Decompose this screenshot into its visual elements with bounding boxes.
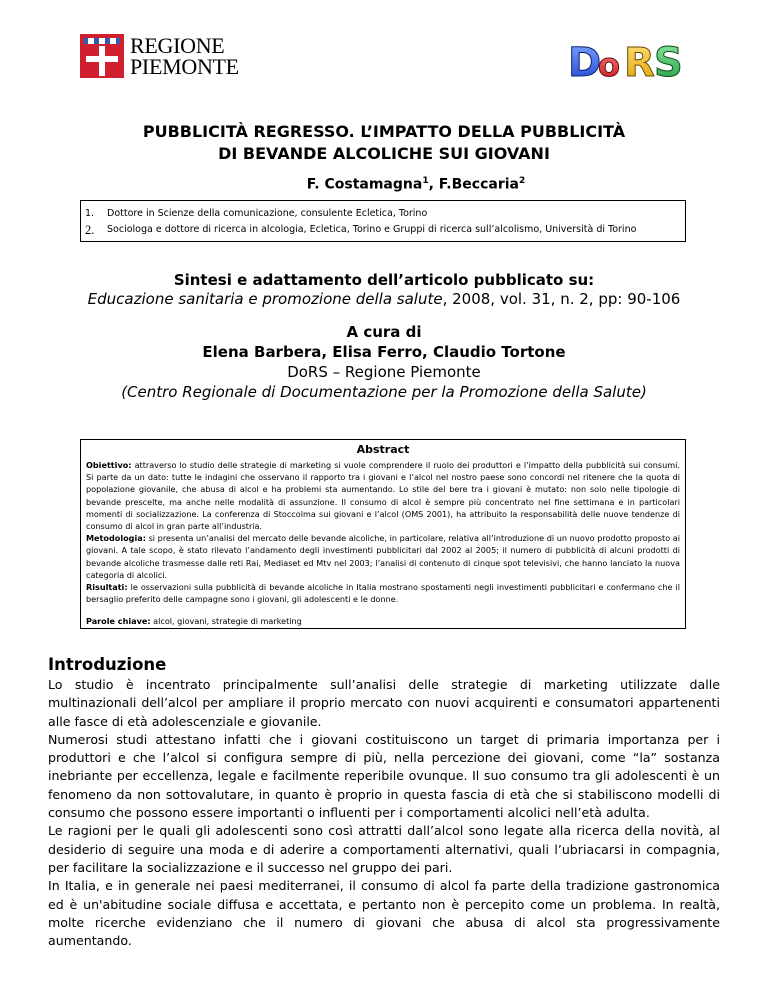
editors-organization-full: (Centro Regionale di Documentazione per la Promozione della Salute) xyxy=(121,383,647,401)
editors-label: A cura di xyxy=(346,323,422,341)
source-citation xyxy=(0,290,768,309)
keywords-label: Parole chiave: xyxy=(86,616,151,627)
affiliation-row xyxy=(85,222,681,238)
source-heading: Sintesi e adattamento dell’articolo pubblicato su: xyxy=(173,271,595,289)
risultati-label: Risultati: xyxy=(86,582,128,593)
abstract-box xyxy=(80,439,686,629)
intro-paragraph: Numerosi studi attestano infatti che i giovani costituiscono un target di primaria importanza per i produttori e che l’alcol si configura sempre di più, nella percezione dei giovani, come “la” sostanza inebriante per eccellenza, legale e facilmente reperibile ovunque. Il suo consumo tra gli adolescenti è un fenomeno da non sottovalutare, in quanto è proprio in questa fascia di età che si stabiliscono modelli di consumo che possono essere importanti o influenti per i comportamenti alcolici nell’età adulta. xyxy=(48,731,720,821)
dors-letter-o: o xyxy=(598,46,620,82)
editors-names: Elena Barbera, Elisa Ferro, Claudio Tortone xyxy=(202,343,566,361)
abstract-metodologia xyxy=(86,532,680,581)
journal-name: Educazione sanitaria e promozione della salute xyxy=(87,290,443,308)
abstract-heading: Abstract xyxy=(356,443,410,456)
affiliation-row xyxy=(85,206,681,222)
introduction-heading: Introduzione xyxy=(48,655,167,674)
editors-block xyxy=(0,322,768,402)
title-line-2: DI BEVANDE ALCOLICHE SUI GIOVANI xyxy=(218,144,550,163)
affiliation-text: Sociologa e dottore di ricerca in alcologia, Ecletica, Torino e Gruppi di ricerca sull’alcolismo, Università di Torino xyxy=(107,224,637,235)
intro-paragraph: Le ragioni per le quali gli adolescenti sono così attratti dall’alcol sono legate alla ricerca della novità, al desiderio di seguire una moda e di aderire a comportamenti alternativi, quali l’ubriacarsi in compagnia, per facilitare la socializzazione e il successo nel gruppo dei pari. xyxy=(48,823,720,875)
intro-paragraph: In Italia, e in generale nei paesi mediterranei, il consumo di alcol fa parte della tradizione gastronomica ed è un'abitudine sociale diffusa e accettata, e pertanto non è percepito come un problema. In realtà, molte ricerche evidenziano che il numero di giovani che abusa di alcol sta progressivamente aumentando. xyxy=(48,878,720,949)
dors-logo xyxy=(566,36,686,82)
abstract-obiettivo xyxy=(86,459,680,532)
regione-piemonte-logo xyxy=(80,34,240,78)
affiliation-number: 2. xyxy=(85,223,95,237)
abstract-keywords xyxy=(86,615,680,627)
keywords-text: alcol, giovani, strategie di marketing xyxy=(150,616,302,627)
author-2-sup: 2 xyxy=(518,176,526,186)
dors-letter-r: R xyxy=(624,40,655,82)
logo-line-piemonte: PIEMONTE xyxy=(130,54,239,79)
regione-piemonte-wordmark xyxy=(130,35,239,77)
introduction-body xyxy=(48,676,720,950)
obiettivo-label: Obiettivo: xyxy=(86,460,132,470)
author-separator: , xyxy=(428,176,439,193)
metodologia-label: Metodologia: xyxy=(86,533,146,544)
editors-organization: DoRS – Regione Piemonte xyxy=(287,363,481,381)
author-2: F.Beccaria xyxy=(438,176,519,193)
source-reference xyxy=(0,271,768,309)
regione-piemonte-shield-icon xyxy=(80,34,124,78)
author-1-sup: 1 xyxy=(422,176,429,186)
abstract-risultati xyxy=(86,581,680,605)
journal-reference: , 2008, vol. 31, n. 2, pp: 90-106 xyxy=(442,290,681,308)
affiliation-number: 1. xyxy=(85,208,95,219)
intro-paragraph: Lo studio è incentrato principalmente sull’analisi delle strategie di marketing utilizzate dalle multinazionali dell’alcol per ampliare il proprio mercato con nuovi acquirenti e consumatori appartenenti alle fasce di età adolescenziale e giovanile. xyxy=(48,677,720,729)
affiliation-text: Dottore in Scienze della comunicazione, consulente Ecletica, Torino xyxy=(107,208,428,219)
dors-letter-s: S xyxy=(654,40,683,82)
document-title xyxy=(0,121,768,165)
authors xyxy=(0,176,768,193)
affiliations-box xyxy=(80,200,686,242)
logo-line-regione: REGIONE xyxy=(130,33,225,58)
obiettivo-text: attraverso lo studio delle strategie di marketing si vuole comprendere il ruolo dei produttori e l’impatto della pubblicità sui consumi. Si parte da un dato: tutte le indagini che osservano il rapporto tra i giovani e l’alcol nel nostro paese sono concordi nel ritenere che la quota di popolazione giovanile, che abusa di alcol e ha problemi sta aumentando. Lo stile del bere tra i giovani è mutato: non solo nelle tipologie di bevande prescelte, ma anche nelle modalità di assunzione. Il consumo di alcol è sempre più concentrato nel fine settimana e in particolari momenti di socializzazione. La conferenza di Stoccolma sui giovani e l’alcol (OMS 2001), ha attribuito la responsabilità delle nuove tendenze di consumo di alcol in gran parte all’industria. xyxy=(86,460,680,532)
risultati-text: le osservazioni sulla pubblicità di bevande alcoliche in Italia mostrano spostamenti negli investimenti pubblicitari e confermano che il bersaglio preferito delle campagne sono i giovani, gli adolescenti e le donne. xyxy=(86,582,680,605)
dors-letter-d: D xyxy=(568,40,602,82)
title-line-1: PUBBLICITÀ REGRESSO. L’IMPATTO DELLA PUBBLICITÀ xyxy=(142,122,626,141)
author-1: F. Costamagna xyxy=(306,176,423,193)
metodologia-text: si presenta un’analisi del mercato delle bevande alcoliche, in particolare, relativa all’introduzione di un nuovo prodotto proposto ai giovani. A tale scopo, è stato rilevato l’andamento degli investimenti pubblicitari dal 2002 al 2005; il numero di pubblicità di alcuni prodotti di bevande alcoliche trasmesse dalle reti Rai, Mediaset ed Mtv nel 2003; l’analisi di contenuto di cinque spot televisivi, che hanno lanciato la nuova categoria di alcolici. xyxy=(86,533,680,580)
